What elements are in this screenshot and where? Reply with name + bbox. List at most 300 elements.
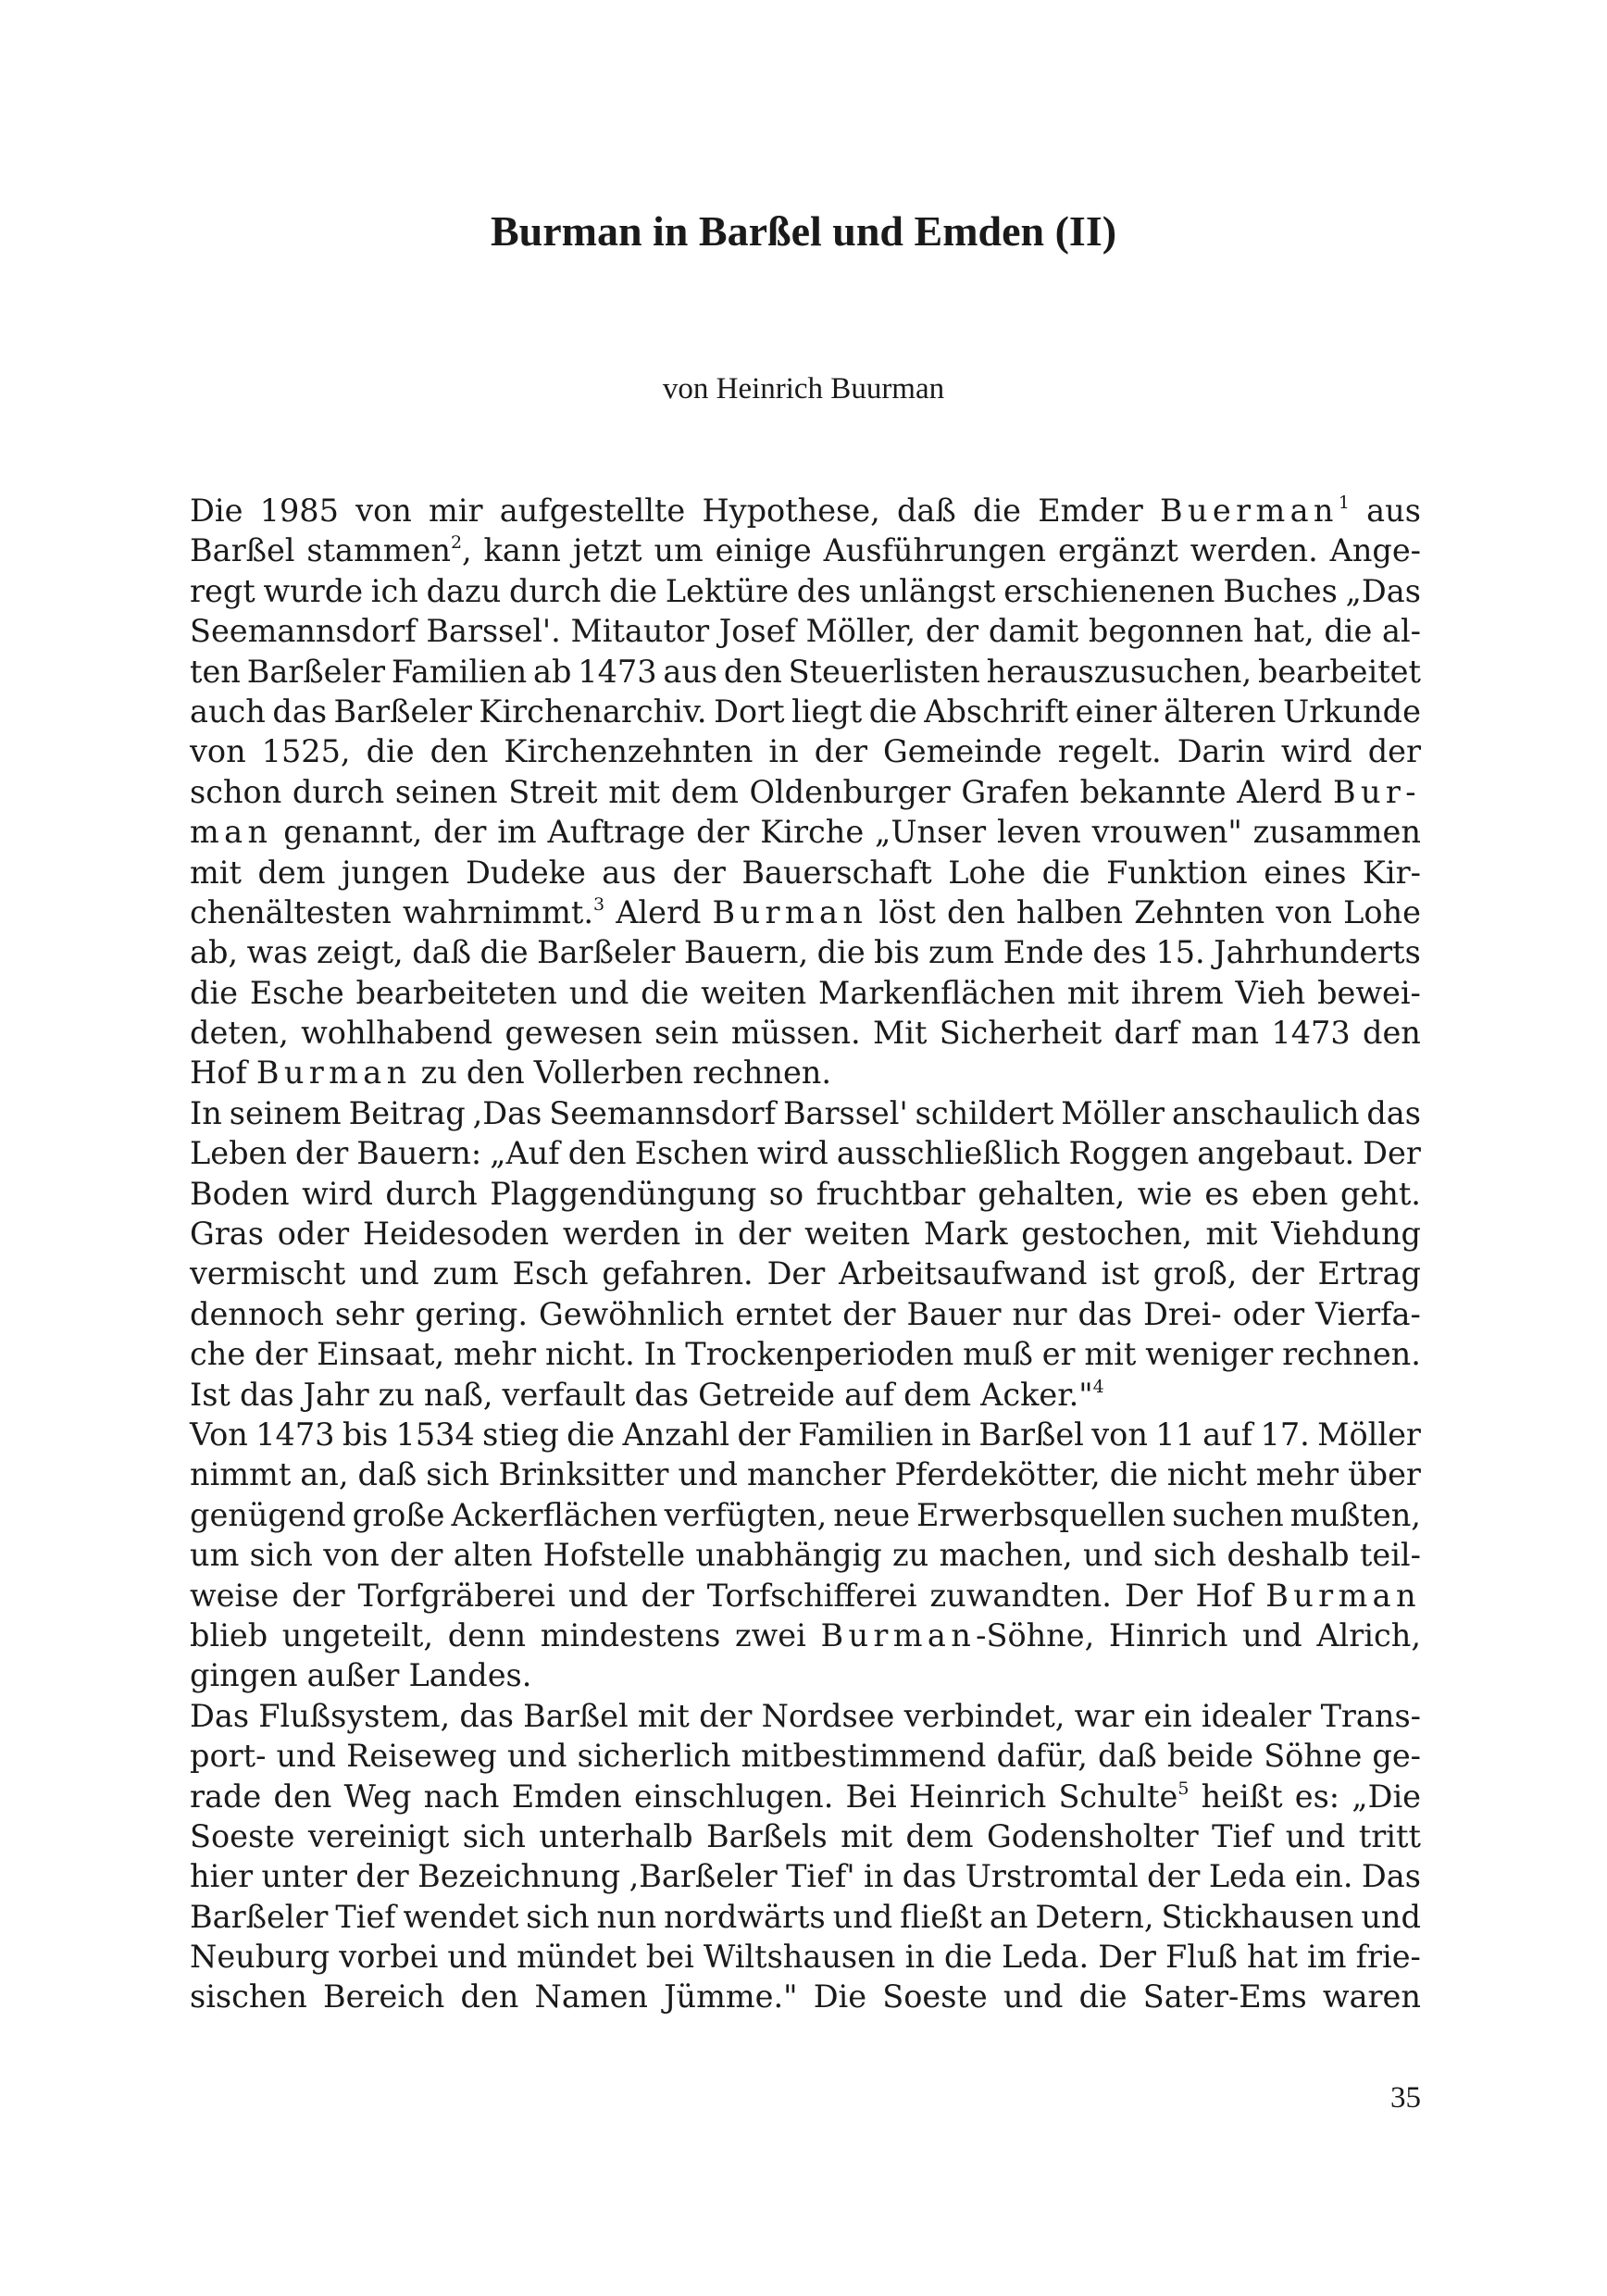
word: bei [645, 1939, 694, 1976]
word: der [738, 1216, 791, 1253]
word: unterhalb [539, 1817, 693, 1854]
word: mancher [747, 1456, 886, 1493]
word: Bei [845, 1778, 897, 1815]
word: zuwandten. [929, 1577, 1112, 1614]
word: Drei- [1143, 1295, 1222, 1332]
word: von [1276, 893, 1332, 930]
word: teil- [1359, 1537, 1421, 1574]
word: herauszusuchen, [986, 653, 1252, 690]
word: Gemeinde [883, 733, 1042, 770]
word: seinem [229, 1094, 342, 1131]
word: Burman-Söhne, [820, 1616, 1095, 1653]
word: Bauern, [683, 934, 809, 971]
word: zu [892, 1537, 929, 1574]
word: wird [756, 1135, 828, 1172]
word: Ackerflächen [451, 1496, 658, 1533]
word: es [1204, 1175, 1240, 1212]
word: rechnen. [692, 1054, 832, 1092]
text-line [190, 973, 1421, 1013]
word: und [1285, 1817, 1346, 1854]
word: „Die [1352, 1778, 1421, 1815]
word: Oldenburger [749, 773, 951, 810]
word: Vollerben [533, 1054, 684, 1092]
word: Urkunde [1282, 693, 1421, 730]
word: mir [429, 493, 483, 529]
word: 1985 [259, 493, 339, 529]
footnote-marker: 4 [1092, 1376, 1104, 1397]
word: leven [996, 814, 1081, 851]
word: Lohe [948, 854, 1027, 891]
word: Gewöhnlich [538, 1295, 725, 1332]
word: und [832, 1898, 893, 1935]
word: Detern, [1035, 1898, 1154, 1935]
text-line [190, 853, 1421, 892]
word: mündet [517, 1939, 637, 1976]
word: Streit [508, 773, 598, 810]
word: Alrich, [1316, 1616, 1421, 1653]
word: nach [423, 1778, 500, 1815]
word: Nordsee [761, 1697, 895, 1734]
text-line [190, 1174, 1421, 1214]
word: 17. [1260, 1416, 1310, 1453]
word: 11 [1155, 1416, 1195, 1453]
word: Wiltshausen [703, 1939, 896, 1976]
word: Möller [1317, 1416, 1421, 1453]
word: deshalb [1227, 1537, 1350, 1574]
word: nicht [1166, 1456, 1247, 1493]
text-line [190, 1415, 1421, 1454]
word: Barßels [706, 1817, 828, 1854]
text-line [190, 1856, 1421, 1896]
word: zum [928, 934, 995, 971]
word: ein. [1294, 1858, 1353, 1895]
word: in [941, 1416, 972, 1453]
word: Möller, [805, 613, 916, 650]
text-line [190, 1655, 1421, 1695]
word: der [842, 1295, 896, 1332]
word: auf [844, 1376, 895, 1413]
word: 1473 [1271, 1015, 1351, 1052]
word: Ist [190, 1376, 230, 1413]
text-line [190, 731, 1421, 771]
word: der [696, 814, 750, 851]
word: oder [277, 1216, 350, 1253]
word: stammen$^2$, [306, 532, 472, 569]
word: Stickhausen [1161, 1898, 1354, 1935]
word: In [190, 1094, 222, 1131]
word: das [1078, 1295, 1133, 1332]
word: dazu [426, 572, 502, 609]
word: Seemannsdorf [190, 613, 417, 650]
word: vorbei [339, 1939, 439, 1976]
word: die [1324, 613, 1373, 650]
word: und [678, 1456, 739, 1493]
word: so [768, 1175, 804, 1212]
word: Jahr [303, 1376, 369, 1413]
word: Jümme." [664, 1978, 798, 2015]
word: genügend [190, 1496, 346, 1533]
word: und [276, 1738, 337, 1775]
word: Gras [190, 1216, 264, 1253]
word: Heidesoden [362, 1216, 550, 1253]
word: Torfgräberei [357, 1577, 556, 1614]
word: das [1366, 1094, 1421, 1131]
word: dem [257, 854, 326, 891]
word: dennoch [190, 1295, 324, 1332]
word: die [567, 1416, 616, 1453]
word: einer [1075, 693, 1157, 730]
word: Lohe [1343, 893, 1421, 930]
word: kann [483, 532, 561, 569]
word: mit [1084, 1336, 1137, 1373]
word: weniger [1145, 1336, 1274, 1373]
text-line [190, 932, 1421, 972]
word: Reiseweg [346, 1738, 497, 1775]
word: muß [963, 1336, 1033, 1373]
word: zeigt, [316, 934, 404, 971]
word: Mitautor [570, 613, 710, 650]
word: schon [190, 773, 282, 810]
word: die [480, 934, 529, 971]
word: die [609, 572, 658, 609]
text-line [190, 1696, 1421, 1736]
word: Burman [255, 1054, 412, 1092]
word: che [190, 1336, 246, 1373]
text-line [190, 652, 1421, 692]
word: durch [508, 572, 602, 609]
word: Kir- [1362, 854, 1421, 891]
text-line [190, 1977, 1421, 2016]
word: Hypothese, [702, 493, 880, 529]
word: naß, [423, 1376, 493, 1413]
word: Der [1098, 1939, 1156, 1976]
word: Dort [714, 693, 785, 730]
word: Alerd [616, 893, 702, 930]
word: Vieh [1235, 974, 1306, 1011]
word: und [567, 1577, 629, 1614]
word: groß, [1152, 1255, 1238, 1292]
word: 1534 [395, 1416, 475, 1453]
text-line [190, 1214, 1421, 1254]
word: wird [1280, 733, 1352, 770]
word: gering. [415, 1295, 529, 1332]
word: Hofstelle [542, 1537, 686, 1574]
word: war [1074, 1697, 1135, 1734]
text-line [190, 611, 1421, 651]
word: Mit [872, 1015, 928, 1052]
word: Emder [1038, 493, 1143, 529]
word: auf [1202, 1416, 1253, 1453]
word: aus [602, 854, 657, 891]
word: den [273, 1778, 332, 1815]
word: Alerd [1237, 773, 1323, 810]
word: den [567, 1135, 627, 1172]
word: es: [1294, 1778, 1340, 1815]
word: sich [526, 1898, 590, 1935]
word: aufgestellte [499, 493, 686, 529]
word: nordwärts [664, 1898, 826, 1935]
word: von [190, 733, 246, 770]
word: der [1147, 1858, 1201, 1895]
word: ge- [1372, 1738, 1421, 1775]
word: Emden [511, 1778, 622, 1815]
word: den [460, 1978, 519, 2015]
word: ten [190, 653, 241, 690]
word: die [868, 693, 917, 730]
word: durch [292, 773, 385, 810]
word: Einsaat, [317, 1336, 445, 1373]
word: frie- [1355, 1939, 1421, 1976]
word: „Das [1345, 572, 1421, 609]
word: aus [1366, 493, 1421, 529]
word: bekannte [1079, 773, 1227, 810]
word: was [246, 934, 308, 971]
word: Eschen [634, 1135, 749, 1172]
word: das [634, 1376, 690, 1413]
word: suchen [1172, 1496, 1284, 1533]
word: der [925, 613, 979, 650]
word: seinen [394, 773, 498, 810]
word: hat [1246, 1939, 1298, 1976]
word: Arbeitsaufwand [839, 1255, 1088, 1292]
word: Landes. [408, 1657, 532, 1694]
word: Beitrag [348, 1094, 466, 1131]
word: Darin [1177, 733, 1265, 770]
word: die [1078, 1978, 1127, 2015]
word: bis [342, 1416, 389, 1453]
word: 1473 [255, 1416, 335, 1453]
word: sich [1152, 1537, 1217, 1574]
word: Barßeler [537, 934, 676, 971]
word: Barßel [523, 1697, 629, 1734]
word: darf [1114, 1015, 1179, 1052]
word: Möller [1061, 1094, 1165, 1131]
word: gefahren. [602, 1255, 754, 1292]
word: chenältesten [190, 893, 392, 930]
word: In [643, 1336, 677, 1373]
word: mit [1205, 1216, 1258, 1253]
word: Bereich [323, 1978, 445, 2015]
word: weiten [804, 1216, 911, 1253]
word: fruchtbar [816, 1175, 965, 1212]
footnote-marker: 1 [1338, 493, 1350, 513]
word: nun [596, 1898, 657, 1935]
word: Dudeke [465, 854, 586, 891]
word: port- [190, 1738, 267, 1775]
word: eines [1264, 854, 1347, 891]
word: löst [878, 893, 936, 930]
word: geht. [1339, 1175, 1421, 1212]
word: daß [357, 1456, 417, 1493]
word: Burman [1265, 1577, 1421, 1614]
word: des [796, 572, 852, 609]
word: zwei [734, 1616, 806, 1653]
word: Leda [1208, 1858, 1287, 1895]
word: der [294, 1135, 349, 1172]
text-line [190, 530, 1421, 570]
word: wahrnimmt.$^3$ [402, 893, 605, 930]
word: das [459, 1697, 514, 1734]
word: regelt. [1057, 733, 1162, 770]
word: Familien [798, 1416, 934, 1453]
word: der [672, 854, 726, 891]
word: das [272, 693, 328, 730]
text-line [190, 1013, 1421, 1053]
word: ihrem [1130, 974, 1224, 1011]
word: man [190, 814, 273, 851]
word: der [1367, 733, 1421, 770]
word: Erwerbsquellen [916, 1496, 1166, 1533]
word: Ausführungen [823, 532, 1047, 569]
word: ergänzt [1057, 532, 1178, 569]
word: oder [1232, 1295, 1305, 1332]
word: dafür, [996, 1738, 1088, 1775]
word: gewesen [505, 1015, 642, 1052]
word: der [1251, 1255, 1304, 1292]
word: und [359, 1255, 419, 1292]
word: im [1307, 1939, 1347, 1976]
word: schildert [915, 1094, 1054, 1131]
word: unter [261, 1858, 347, 1895]
word: mehr [454, 1336, 537, 1373]
word: mit [841, 1817, 893, 1854]
word: Barßel [190, 532, 295, 569]
word: erntet [735, 1295, 832, 1332]
article-title: Burman in Barßel und Emden (II) [490, 207, 1117, 255]
word: verbindet, [903, 1697, 1065, 1734]
word: Funktion [1106, 854, 1248, 891]
word: unlängst [858, 572, 996, 609]
text-line [190, 1616, 1421, 1655]
word: der [390, 1537, 443, 1574]
word: weise [190, 1577, 280, 1614]
word: Trockenperioden [685, 1336, 954, 1373]
word: alten [453, 1537, 533, 1574]
word: die [190, 974, 238, 1011]
word: Trans- [1320, 1697, 1421, 1734]
word: mit [608, 773, 661, 810]
word: die [366, 733, 415, 770]
word: von [355, 493, 412, 529]
word: ich [370, 572, 418, 609]
word: aus [663, 653, 718, 690]
word: ist [1101, 1255, 1140, 1292]
word: neue [833, 1496, 911, 1533]
word: vermischt [190, 1255, 346, 1292]
word: verfügten, [664, 1496, 828, 1533]
word: älteren [1164, 693, 1277, 730]
word: die [943, 1939, 992, 1976]
word: die [1109, 1456, 1158, 1493]
word: weiten [701, 974, 807, 1011]
word: Bauern: [356, 1135, 482, 1172]
word: große [352, 1496, 445, 1533]
word: und [568, 974, 629, 1011]
text-line [190, 812, 1421, 852]
text-line [190, 1576, 1421, 1616]
word: nur [1012, 1295, 1067, 1332]
word: Esche [249, 974, 344, 1011]
word: von [1091, 1416, 1148, 1453]
word: ,Barßeler [629, 1858, 778, 1895]
word: Bur- [1332, 773, 1421, 810]
word: al- [1381, 613, 1421, 650]
word: Weg [343, 1778, 412, 1815]
word: Söhne [1264, 1738, 1363, 1775]
word: Barssel' [782, 1094, 908, 1131]
word: müssen. [730, 1015, 861, 1052]
word: um [654, 532, 704, 569]
word: jetzt [572, 532, 642, 569]
word: mußten, [1289, 1496, 1421, 1533]
text-line [190, 491, 1421, 530]
word: Tief' [786, 1858, 855, 1895]
word: den [466, 1054, 525, 1092]
word: in [863, 1858, 894, 1895]
word: Barßeler [190, 1898, 329, 1935]
word: Boden [190, 1175, 290, 1212]
word: in [904, 1939, 935, 1976]
word: Lektüre [665, 572, 790, 609]
text-line [190, 772, 1421, 812]
word: eben [1251, 1175, 1328, 1212]
word: gehalten, [978, 1175, 1126, 1212]
word: Anzahl [622, 1416, 730, 1453]
word: Bezeichnung [417, 1858, 621, 1895]
word: wendet [403, 1898, 519, 1935]
word: ab, [190, 934, 239, 971]
word: Markenflächen [818, 974, 1056, 1011]
text-line [190, 1897, 1421, 1937]
word: der [355, 1858, 409, 1895]
word: mit [1066, 974, 1119, 1011]
text-line [190, 692, 1421, 731]
word: dem [903, 1376, 972, 1413]
text-line [190, 1454, 1421, 1494]
word: und [506, 1738, 567, 1775]
word: Burman [712, 893, 868, 930]
word: gingen [190, 1657, 298, 1694]
word: Sater-Ems [1142, 1978, 1307, 2015]
word: auch [190, 693, 266, 730]
word: Hinrich [1108, 1616, 1228, 1653]
text-line [190, 1093, 1421, 1133]
word: des [1092, 934, 1147, 971]
word: Brinksitter [498, 1456, 669, 1493]
word: deten, [190, 1015, 289, 1052]
word: und [1082, 1537, 1143, 1574]
word: er [1041, 1336, 1076, 1373]
word: Der [766, 1255, 826, 1292]
word: ausschließlich [836, 1135, 1061, 1172]
word: an [989, 1898, 1028, 1935]
word: wurde [263, 572, 364, 609]
word: von [323, 1537, 380, 1574]
word: gestochen, [1021, 1216, 1192, 1253]
word: wie [1137, 1175, 1192, 1212]
word: das [902, 1858, 957, 1895]
word: Von [190, 1416, 248, 1453]
text-line [190, 1294, 1421, 1334]
word: den [723, 653, 782, 690]
word: genannt, [283, 814, 423, 851]
word: und [1242, 1616, 1302, 1653]
article-body [190, 491, 1421, 2017]
word: begonnen [1088, 613, 1244, 650]
word: Barßeler [246, 653, 386, 690]
word: bis [874, 934, 920, 971]
word: rechnen. [1282, 1336, 1421, 1373]
